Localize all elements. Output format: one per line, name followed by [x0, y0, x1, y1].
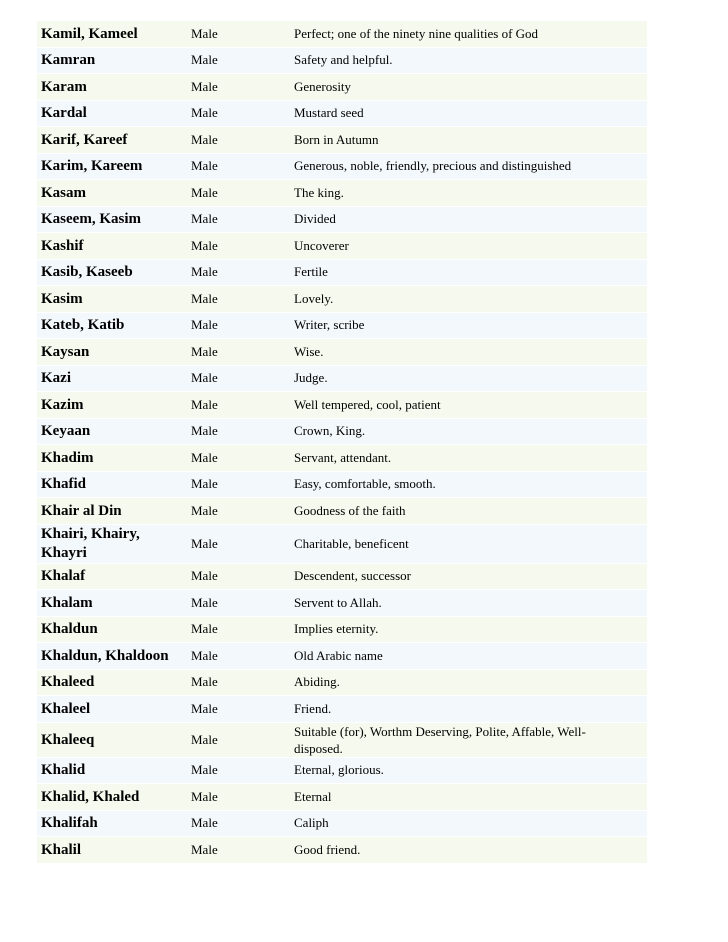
- table-row: [37, 696, 647, 723]
- name-cell: Khafid: [37, 472, 187, 499]
- gender-cell: Male: [187, 445, 289, 472]
- gender-cell: Male: [187, 419, 289, 446]
- table-row: [37, 758, 647, 785]
- name-cell: Khalid: [37, 758, 187, 785]
- gender-cell: Male: [187, 723, 289, 758]
- table-row: [37, 419, 647, 446]
- table-row: [37, 74, 647, 101]
- meaning-cell: Writer, scribe: [289, 313, 647, 340]
- name-cell: Khaleed: [37, 670, 187, 697]
- table-row: [37, 811, 647, 838]
- meaning-cell: Mustard seed: [289, 101, 647, 128]
- gender-cell: Male: [187, 670, 289, 697]
- meaning-cell: Divided: [289, 207, 647, 234]
- gender-cell: Male: [187, 525, 289, 564]
- meaning-cell: Goodness of the faith: [289, 498, 647, 525]
- table-row: [37, 590, 647, 617]
- table-row: [37, 127, 647, 154]
- table-row: [37, 392, 647, 419]
- table-row: [37, 472, 647, 499]
- name-cell: Kaysan: [37, 339, 187, 366]
- gender-cell: Male: [187, 233, 289, 260]
- table-row: [37, 101, 647, 128]
- meaning-cell: Judge.: [289, 366, 647, 393]
- name-cell: Kardal: [37, 101, 187, 128]
- meaning-cell: Easy, comfortable, smooth.: [289, 472, 647, 499]
- gender-cell: Male: [187, 643, 289, 670]
- meaning-cell: Suitable (for), Worthm Deserving, Polite, Affable, Well-disposed.: [289, 723, 647, 758]
- meaning-cell: Servant, attendant.: [289, 445, 647, 472]
- table-row: [37, 837, 647, 864]
- name-cell: Kazi: [37, 366, 187, 393]
- name-cell: Khaleeq: [37, 723, 187, 758]
- names-table: [37, 21, 647, 864]
- meaning-cell: Perfect; one of the ninety nine qualities of God: [289, 21, 647, 48]
- meaning-cell: Eternal: [289, 784, 647, 811]
- meaning-cell: Servent to Allah.: [289, 590, 647, 617]
- meaning-cell: Good friend.: [289, 837, 647, 864]
- name-cell: Khalam: [37, 590, 187, 617]
- meaning-cell: Charitable, beneficent: [289, 525, 647, 564]
- meaning-cell: Descendent, successor: [289, 564, 647, 591]
- table-row: [37, 498, 647, 525]
- names-document-page: [37, 21, 647, 864]
- name-cell: Khaleel: [37, 696, 187, 723]
- meaning-cell: Implies eternity.: [289, 617, 647, 644]
- table-row: [37, 723, 647, 758]
- meaning-cell: Eternal, glorious.: [289, 758, 647, 785]
- table-row: [37, 670, 647, 697]
- gender-cell: Male: [187, 48, 289, 75]
- table-row: [37, 313, 647, 340]
- name-cell: Karam: [37, 74, 187, 101]
- gender-cell: Male: [187, 472, 289, 499]
- name-cell: Khalaf: [37, 564, 187, 591]
- gender-cell: Male: [187, 617, 289, 644]
- name-cell: Kamran: [37, 48, 187, 75]
- name-cell: Khalil: [37, 837, 187, 864]
- name-cell: Kamil, Kameel: [37, 21, 187, 48]
- table-row: [37, 525, 647, 564]
- meaning-cell: Well tempered, cool, patient: [289, 392, 647, 419]
- table-row: [37, 233, 647, 260]
- gender-cell: Male: [187, 784, 289, 811]
- gender-cell: Male: [187, 590, 289, 617]
- gender-cell: Male: [187, 366, 289, 393]
- gender-cell: Male: [187, 339, 289, 366]
- meaning-cell: Abiding.: [289, 670, 647, 697]
- table-row: [37, 260, 647, 287]
- gender-cell: Male: [187, 758, 289, 785]
- table-row: [37, 617, 647, 644]
- name-cell: Karif, Kareef: [37, 127, 187, 154]
- gender-cell: Male: [187, 498, 289, 525]
- table-row: [37, 48, 647, 75]
- table-row: [37, 339, 647, 366]
- name-cell: Kashif: [37, 233, 187, 260]
- table-row: [37, 445, 647, 472]
- gender-cell: Male: [187, 313, 289, 340]
- name-cell: Khaldun, Khaldoon: [37, 643, 187, 670]
- table-row: [37, 21, 647, 48]
- names-table-body: [37, 21, 647, 864]
- gender-cell: Male: [187, 207, 289, 234]
- gender-cell: Male: [187, 74, 289, 101]
- table-row: [37, 784, 647, 811]
- name-cell: Karim, Kareem: [37, 154, 187, 181]
- table-row: [37, 180, 647, 207]
- meaning-cell: The king.: [289, 180, 647, 207]
- name-cell: Kasib, Kaseeb: [37, 260, 187, 287]
- gender-cell: Male: [187, 180, 289, 207]
- name-cell: Khairi, Khairy, Khayri: [37, 525, 187, 564]
- name-cell: Khaldun: [37, 617, 187, 644]
- meaning-cell: Uncoverer: [289, 233, 647, 260]
- gender-cell: Male: [187, 260, 289, 287]
- gender-cell: Male: [187, 21, 289, 48]
- name-cell: Kateb, Katib: [37, 313, 187, 340]
- meaning-cell: Generosity: [289, 74, 647, 101]
- gender-cell: Male: [187, 101, 289, 128]
- name-cell: Kaseem, Kasim: [37, 207, 187, 234]
- meaning-cell: Safety and helpful.: [289, 48, 647, 75]
- name-cell: Khalid, Khaled: [37, 784, 187, 811]
- name-cell: Khadim: [37, 445, 187, 472]
- gender-cell: Male: [187, 392, 289, 419]
- meaning-cell: Wise.: [289, 339, 647, 366]
- meaning-cell: Born in Autumn: [289, 127, 647, 154]
- table-row: [37, 286, 647, 313]
- name-cell: Kasam: [37, 180, 187, 207]
- gender-cell: Male: [187, 286, 289, 313]
- meaning-cell: Friend.: [289, 696, 647, 723]
- gender-cell: Male: [187, 154, 289, 181]
- gender-cell: Male: [187, 811, 289, 838]
- gender-cell: Male: [187, 564, 289, 591]
- meaning-cell: Generous, noble, friendly, precious and distinguished: [289, 154, 647, 181]
- table-row: [37, 643, 647, 670]
- name-cell: Keyaan: [37, 419, 187, 446]
- gender-cell: Male: [187, 696, 289, 723]
- meaning-cell: Crown, King.: [289, 419, 647, 446]
- name-cell: Kasim: [37, 286, 187, 313]
- meaning-cell: Fertile: [289, 260, 647, 287]
- name-cell: Khair al Din: [37, 498, 187, 525]
- name-cell: Kazim: [37, 392, 187, 419]
- gender-cell: Male: [187, 127, 289, 154]
- name-cell: Khalifah: [37, 811, 187, 838]
- meaning-cell: Caliph: [289, 811, 647, 838]
- table-row: [37, 366, 647, 393]
- table-row: [37, 207, 647, 234]
- table-row: [37, 154, 647, 181]
- meaning-cell: Old Arabic name: [289, 643, 647, 670]
- gender-cell: Male: [187, 837, 289, 864]
- meaning-cell: Lovely.: [289, 286, 647, 313]
- table-row: [37, 564, 647, 591]
